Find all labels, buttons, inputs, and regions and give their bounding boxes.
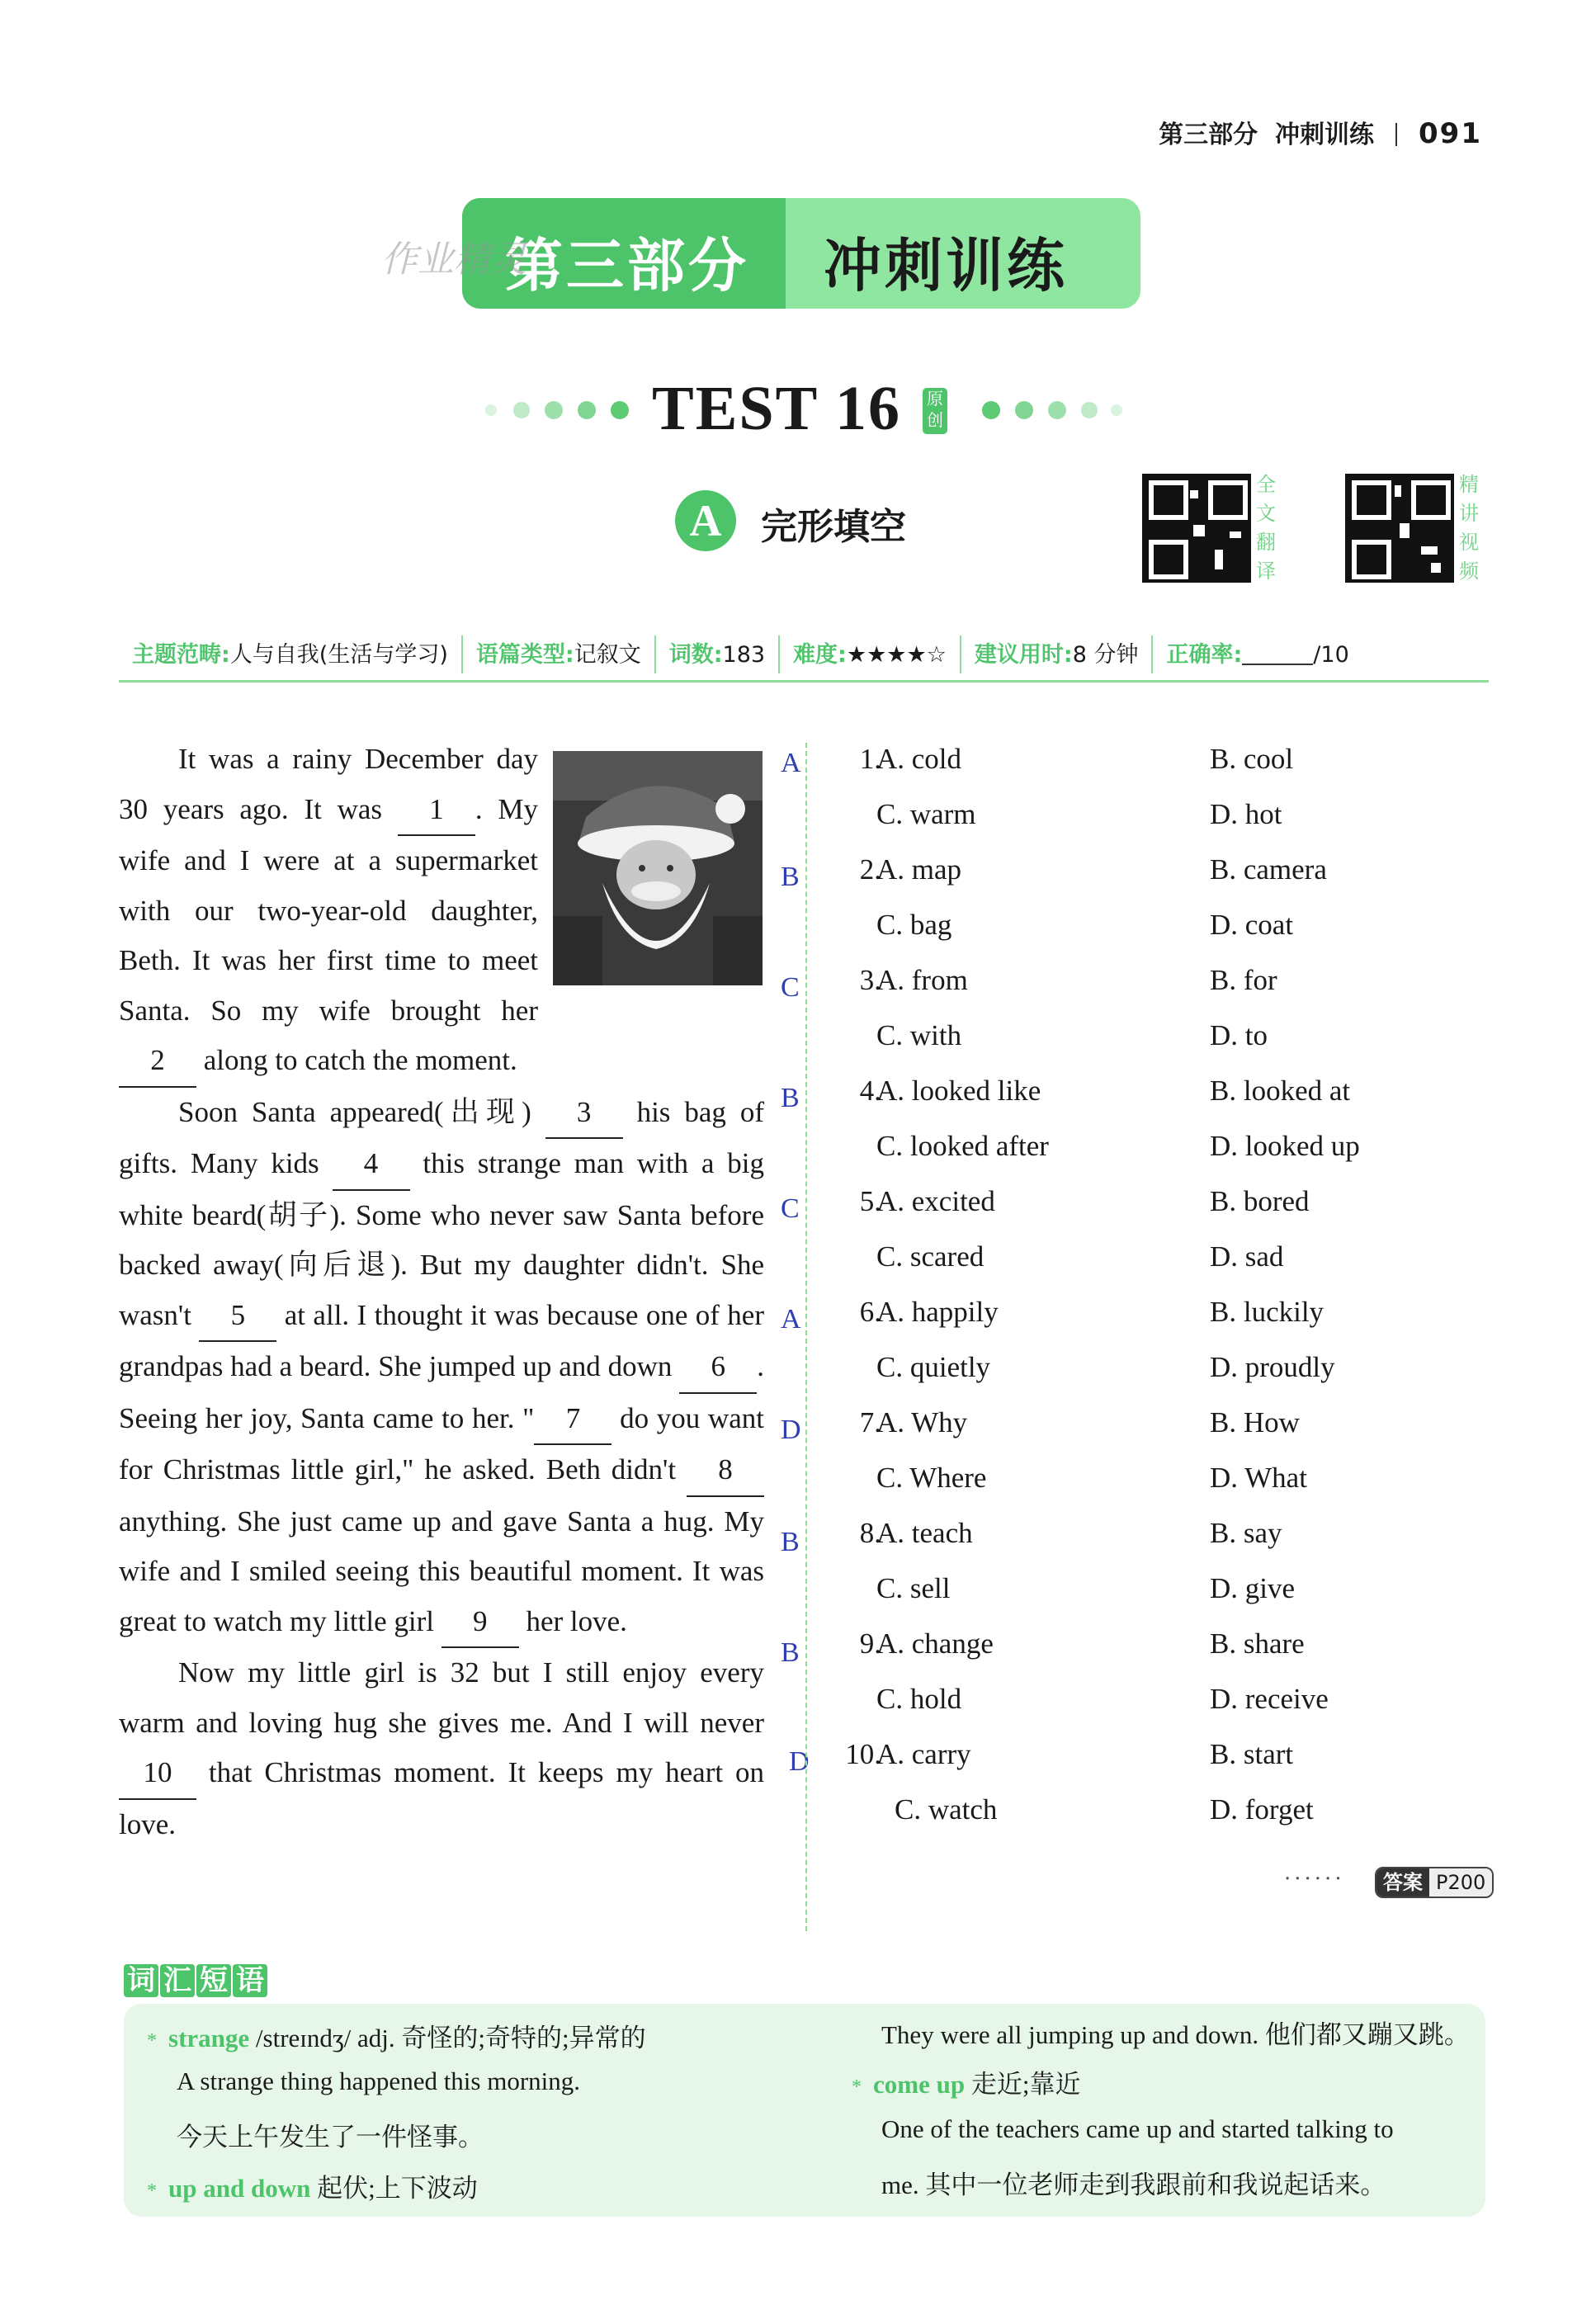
handwritten-answer-5: C xyxy=(781,1193,800,1224)
passage-text: that Christmas moment. It keeps my heart on love. xyxy=(119,1756,764,1840)
blank-8[interactable]: 8 xyxy=(687,1445,764,1497)
running-head-separator xyxy=(1395,123,1397,146)
handwritten-answer-10: D xyxy=(789,1746,810,1777)
option-c[interactable]: C. watch xyxy=(895,1793,998,1826)
option-row xyxy=(838,1731,1499,1787)
option-c[interactable]: C. with xyxy=(876,1019,962,1051)
handwritten-answer-4: B xyxy=(781,1083,800,1113)
option-row xyxy=(838,847,1499,902)
vocab-heading xyxy=(124,1964,269,1997)
passage-text: Now my little girl is 32 but I still enjoy every warm and loving hug she gives me. And I will never xyxy=(119,1656,764,1739)
vocab-example: A strange thing happened this morning. xyxy=(177,2067,581,2095)
passage-text: It was a rainy December day 30 years ago. It was xyxy=(119,743,538,825)
passage-text: Soon Santa appeared(出现) xyxy=(178,1095,545,1128)
page-number: 091 xyxy=(1419,117,1482,150)
question-number: 10. xyxy=(845,1738,881,1770)
star-icon: * xyxy=(147,2180,157,2202)
passage-text: anything. She just came up and gave Santa a hug. My wife and I smiled seeing this beautiful moment. It was great to watch my little girl xyxy=(119,1504,764,1637)
vocab-word: up and down xyxy=(168,2174,311,2203)
option-a[interactable]: A. change xyxy=(876,1627,994,1660)
meta-bar xyxy=(132,635,1349,673)
passage-text: this strange man with a big white beard(胡子). Some who never saw Santa before backed away(向后退). But my daughter didn't. She wasn't xyxy=(119,1147,764,1331)
blank-4[interactable]: 4 xyxy=(333,1139,410,1191)
test-title: TEST 16 xyxy=(652,374,901,443)
option-row xyxy=(838,1510,1499,1566)
star-icon: * xyxy=(852,2076,862,2098)
question-number: 4. xyxy=(859,1075,881,1107)
option-a[interactable]: A. excited xyxy=(876,1185,995,1217)
blank-3[interactable]: 3 xyxy=(545,1088,623,1140)
option-row xyxy=(838,736,1499,791)
option-row xyxy=(838,1455,1499,1510)
handwritten-answer-6: A xyxy=(781,1304,801,1334)
vocab-heading-char: 汇 xyxy=(160,1964,195,1997)
option-a[interactable]: A. cold xyxy=(876,743,962,775)
option-d[interactable]: D. sad xyxy=(1210,1240,1284,1273)
accuracy-total: /10 xyxy=(1313,642,1349,668)
meta-underline xyxy=(119,680,1489,683)
options-list xyxy=(838,736,1499,1842)
words-value: 183 xyxy=(722,642,766,668)
accuracy-label: 正确率: xyxy=(1166,642,1243,668)
option-a[interactable]: A. from xyxy=(876,964,968,996)
answer-page: P200 xyxy=(1429,1868,1492,1897)
option-row xyxy=(838,1234,1499,1289)
time-label: 建议用时: xyxy=(974,642,1073,668)
question-number: 7. xyxy=(859,1406,881,1438)
option-b[interactable]: B. looked at xyxy=(1210,1075,1351,1107)
handwritten-answer-8: B xyxy=(781,1527,800,1557)
meta-divider xyxy=(778,635,780,673)
question-number: 1. xyxy=(859,743,881,775)
option-d[interactable]: D. coat xyxy=(1210,909,1294,941)
banner-part-label: 第三部分 xyxy=(505,232,749,300)
passage-paragraph-3 xyxy=(119,1648,764,1849)
passage-text: . My wife and I were at a supermarket with our two-year-old daughter, Beth. It was her first time to meet Santa. So my wife brought her xyxy=(119,792,538,1027)
vocab-entry-up-and-down xyxy=(147,2167,478,2204)
option-b[interactable]: B. say xyxy=(1210,1517,1282,1549)
option-a[interactable]: A. Why xyxy=(876,1406,968,1438)
passage-text: his bag of gifts. Many kids xyxy=(119,1095,764,1179)
running-head xyxy=(1159,114,1482,150)
theme-label: 主题范畴: xyxy=(132,642,230,668)
option-row xyxy=(838,902,1499,957)
option-d[interactable]: D. receive xyxy=(1210,1683,1329,1715)
option-d[interactable]: D. looked up xyxy=(1210,1130,1360,1162)
vocab-example-cn: 今天上午发生了一件怪事。 xyxy=(177,2123,484,2152)
answer-reference[interactable] xyxy=(1375,1867,1494,1898)
option-b[interactable]: B. How xyxy=(1210,1406,1300,1438)
option-b[interactable]: B. share xyxy=(1210,1627,1305,1660)
passage-text: along to catch the moment. xyxy=(196,1044,517,1076)
option-row xyxy=(838,1621,1499,1676)
question-number: 6. xyxy=(859,1296,881,1328)
option-c[interactable]: C. quietly xyxy=(876,1351,991,1383)
blank-10[interactable]: 10 xyxy=(119,1748,196,1800)
option-d[interactable]: D. give xyxy=(1210,1572,1296,1604)
genre-value: 记叙文 xyxy=(574,642,641,668)
option-a[interactable]: A. carry xyxy=(876,1738,971,1770)
meta-divider xyxy=(461,635,463,673)
passage-text: do you want for Christmas little girl," he asked. Beth didn't xyxy=(119,1401,764,1486)
column-divider xyxy=(805,743,807,1931)
option-b[interactable]: B. cool xyxy=(1210,743,1294,775)
option-row xyxy=(838,957,1499,1013)
option-d[interactable]: D. to xyxy=(1210,1019,1268,1051)
option-row xyxy=(838,1400,1499,1455)
handwritten-answer-2: B xyxy=(781,862,800,892)
vocab-entry-come-up xyxy=(852,2063,1080,2100)
time-value: 8 分钟 xyxy=(1072,642,1139,668)
difficulty-label: 难度: xyxy=(793,642,847,668)
handwritten-answer-3: C xyxy=(781,972,800,1003)
blank-9[interactable]: 9 xyxy=(441,1597,519,1649)
handwritten-answer-1: A xyxy=(781,748,801,778)
handwritten-answer-9: B xyxy=(781,1637,800,1668)
option-c[interactable]: C. warm xyxy=(876,798,976,830)
section-a-badge: A xyxy=(675,490,736,551)
question-number: 3. xyxy=(859,964,881,996)
option-row xyxy=(838,1013,1499,1068)
vocab-definition: 走近;靠近 xyxy=(970,2070,1081,2099)
blank-2[interactable]: 2 xyxy=(119,1036,196,1088)
option-b[interactable]: B. for xyxy=(1210,964,1277,996)
option-row xyxy=(838,1787,1499,1842)
option-b[interactable]: B. bored xyxy=(1210,1185,1310,1217)
blank-7[interactable]: 7 xyxy=(534,1394,611,1446)
option-row xyxy=(838,1123,1499,1179)
handwritten-answer-7: D xyxy=(781,1415,801,1445)
option-d[interactable]: D. hot xyxy=(1210,798,1282,830)
passage-paragraph-2 xyxy=(119,1088,764,1649)
passage-paragraph-1 xyxy=(119,735,764,1088)
answer-label: 答案 xyxy=(1376,1868,1429,1897)
vocab-word: strange xyxy=(168,2024,250,2052)
option-row xyxy=(838,1676,1499,1731)
theme-value: 人与自我(生活与学习) xyxy=(229,642,448,668)
qr-code-translation[interactable] xyxy=(1142,474,1251,583)
option-c[interactable]: C. hold xyxy=(876,1683,962,1715)
option-row xyxy=(838,1566,1499,1621)
meta-divider xyxy=(654,635,656,673)
difficulty-value: ★★★★☆ xyxy=(846,642,947,668)
qr-label-translation: 全文翻译 xyxy=(1256,473,1276,583)
option-row xyxy=(838,1289,1499,1344)
qr-code-video[interactable] xyxy=(1345,474,1454,583)
question-number: 8. xyxy=(859,1517,881,1549)
option-row xyxy=(838,791,1499,847)
section-a-title: 完形填空 xyxy=(761,506,906,548)
running-head-part: 第三部分 xyxy=(1159,120,1258,149)
star-icon: * xyxy=(147,2030,157,2052)
option-a[interactable]: A. map xyxy=(876,853,962,886)
vocab-heading-char: 语 xyxy=(233,1964,267,1997)
banner-title: 冲刺训练 xyxy=(824,232,1068,300)
running-head-section: 冲刺训练 xyxy=(1275,120,1375,149)
option-b[interactable]: B. camera xyxy=(1210,853,1327,886)
question-number: 9. xyxy=(859,1627,881,1660)
option-a[interactable]: A. looked like xyxy=(876,1075,1041,1107)
blank-6[interactable]: 6 xyxy=(679,1342,757,1394)
vocab-example: me. 其中一位老师走到我跟前和我说起话来。 xyxy=(881,2170,1386,2199)
vocab-word: come up xyxy=(873,2070,966,2099)
blank-1[interactable]: 1 xyxy=(398,785,475,837)
option-b[interactable]: B. luckily xyxy=(1210,1296,1324,1328)
passage-text: at all. I thought it was because one of her grandpas had a beard. She jumped up and down xyxy=(119,1298,764,1382)
blank-5[interactable]: 5 xyxy=(199,1291,276,1343)
question-number: 2. xyxy=(859,853,881,886)
accuracy-blank[interactable] xyxy=(1242,645,1313,665)
option-d[interactable]: D. forget xyxy=(1210,1793,1314,1826)
watermark: 作业精灵 xyxy=(381,239,526,281)
option-c[interactable]: C. looked after xyxy=(876,1130,1049,1162)
genre-label: 语篇类型: xyxy=(475,642,574,668)
meta-divider xyxy=(960,635,961,673)
meta-divider xyxy=(1151,635,1153,673)
vocab-heading-char: 词 xyxy=(124,1964,158,1997)
option-c[interactable]: C. sell xyxy=(876,1572,951,1604)
cloze-passage xyxy=(119,735,764,1849)
passage-text: . Seeing her joy, Santa came to her. " xyxy=(119,1350,764,1434)
vocab-entry-strange xyxy=(147,2017,646,2054)
vocab-heading-char: 短 xyxy=(196,1964,231,1997)
vocab-definition: 起伏;上下波动 xyxy=(317,2174,478,2203)
part-banner xyxy=(462,198,1140,309)
vocab-example: One of the teachers came up and started talking to xyxy=(881,2114,1394,2143)
original-tag: 原创 xyxy=(923,388,947,434)
option-row xyxy=(838,1179,1499,1234)
option-b[interactable]: B. start xyxy=(1210,1738,1294,1770)
question-number: 5. xyxy=(859,1185,881,1217)
option-a[interactable]: A. teach xyxy=(876,1517,973,1549)
option-d[interactable]: D. proudly xyxy=(1210,1351,1335,1383)
option-row xyxy=(838,1344,1499,1400)
answer-dots: ······ xyxy=(1284,1867,1345,1892)
vocab-definition: /streɪndʒ/ adj. 奇怪的;奇特的;异常的 xyxy=(255,2024,646,2052)
option-c[interactable]: C. scared xyxy=(876,1240,985,1273)
option-c[interactable]: C. bag xyxy=(876,909,952,941)
option-a[interactable]: A. happily xyxy=(876,1296,999,1328)
passage-text: her love. xyxy=(518,1604,627,1637)
option-row xyxy=(838,1068,1499,1123)
words-label: 词数: xyxy=(668,642,723,668)
vocab-example: They were all jumping up and down. 他们都又蹦又跳。 xyxy=(881,2020,1470,2049)
option-c[interactable]: C. Where xyxy=(876,1462,987,1494)
option-d[interactable]: D. What xyxy=(1210,1462,1307,1494)
qr-label-video: 精讲视频 xyxy=(1459,473,1479,583)
